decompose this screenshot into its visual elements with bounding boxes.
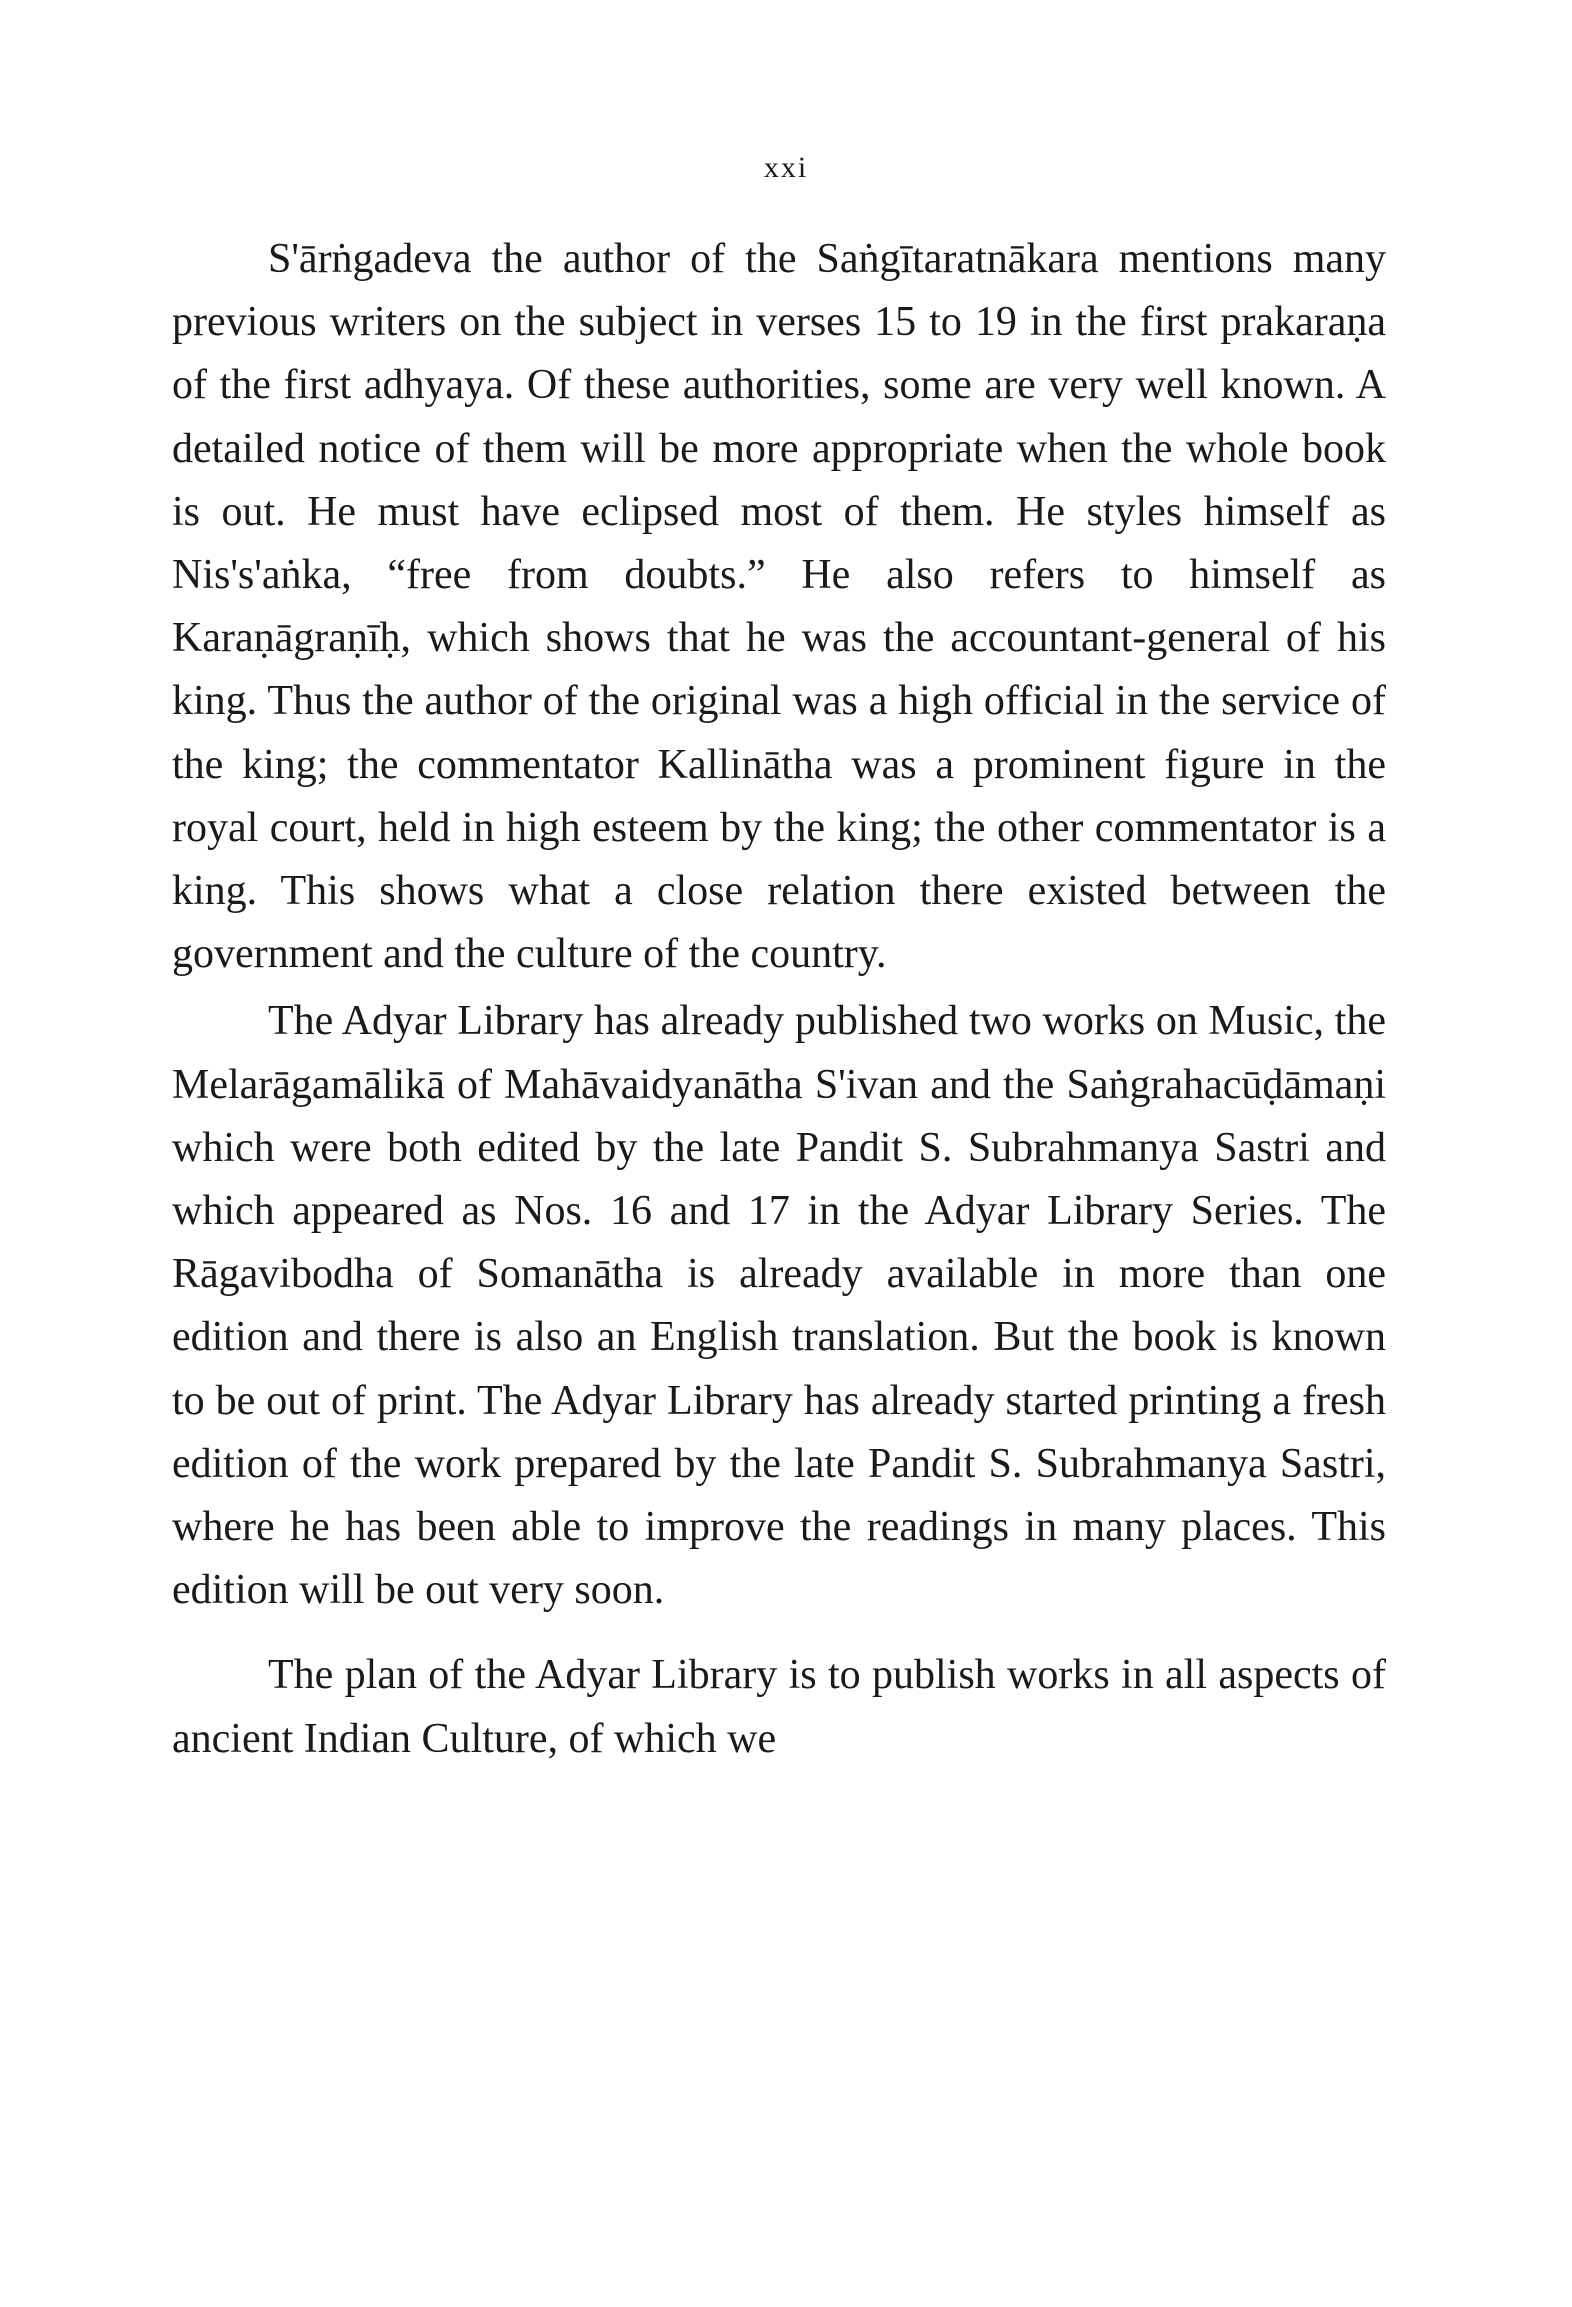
paragraph-adyar-music-works: The Adyar Library has already published two works on Music, the Melarāgamālikā of Mahāvaidyanātha S'ivan and the Saṅgrahacūḍāmaṇi which were both edited by the late Pandit S. Subrahmanya Sastri and which appeared as Nos. 16 and 17 in the Adyar Library Series. The Rāgavibodha of Somanātha is already available in more than one edition and there is also an English translation. But the book is known to be out of print. The Adyar Library has already started printing a fresh edition of the work prepared by the late Pandit S. Subrahmanya Sastri, where he has been able to improve the readings in many places. This edition will be out very soon. bbox=[172, 998, 1386, 1614]
page-body bbox=[172, 228, 1386, 1771]
page-number: xxi bbox=[763, 151, 809, 184]
paragraph-sarngadeva: S'ārṅgadeva the author of the Saṅgītaratnākara mentions many previous writers on the subject in verses 15 to 19 in the first prakaraṇa of the first adhyaya. Of these authorities, some are very well known. A detailed notice of them will be more appropriate when the whole book is out. He must have eclipsed most of them. He styles himself as Nis's'aṅka, “free from doubts.” He also refers to himself as Karaṇāgraṇīḥ, which shows that he was the accountant-general of his king. Thus the author of the original was a high official in the service of the king; the commentator Kallinātha was a prominent figure in the royal court, held in high esteem by the king; the other commentator is a king. This shows what a close relation there existed between the government and the culture of the country. bbox=[172, 236, 1386, 978]
paragraph-adyar-plan: The plan of the Adyar Library is to publish works in all aspects of ancient Indian Culture, of which we bbox=[172, 1652, 1386, 1762]
